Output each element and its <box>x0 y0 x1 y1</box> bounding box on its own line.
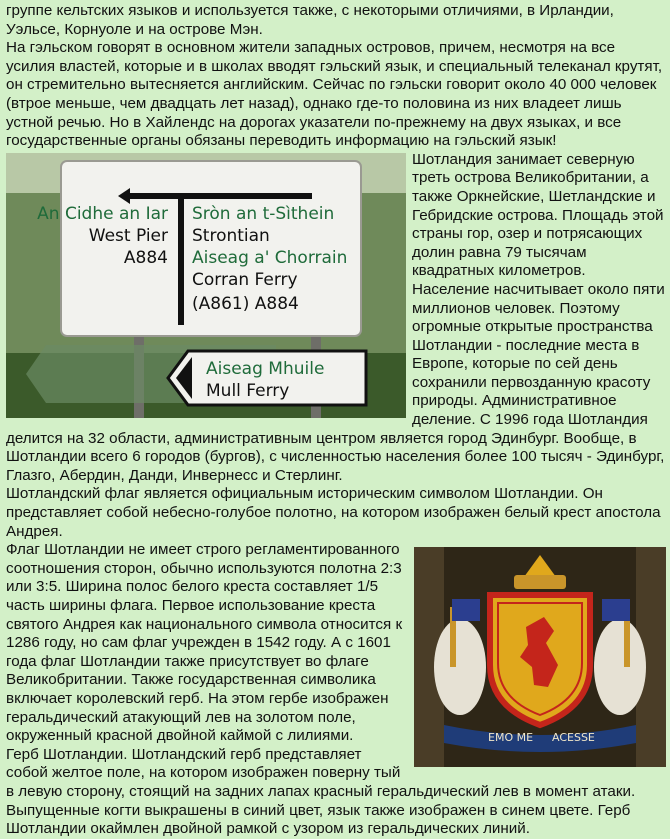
sign-right-line-1: Sròn an t-Sìthein <box>192 203 335 224</box>
paragraph-gaelic: На гэльском говорят в основном жители западных островов, причем, несмотря на все усилия властей, которые и в школах вводят гэльский язык, и специальный телеканал крутят, он стремительно вытесняется английским. Сейчас по гэльски говорит около 40 000 человек (втрое меньше, чем двадцать лет назад), однако где-то половина из них владеет лишь устной речью. Но в Хайлендс на дорогах указатели по-прежнему на двух языках, и все государственные органы обязаны переводить информацию на гэльский язык! <box>6 39 663 150</box>
sign-left-line-1: An Cidhe an Iar <box>37 203 168 224</box>
coat-of-arms-drawing <box>414 547 666 767</box>
road-sign-drawing <box>6 153 406 418</box>
motto-right: ACESSE <box>552 731 595 745</box>
paragraph-intro: группе кельтских языков и используется также, с некоторыми отличиями, в Ирландии, Уэльсе, Корнуоле и на острове Мэн. <box>6 2 614 38</box>
paragraph-coat-of-arms: Герб Шотландии. Шотландский герб представляет собой желтое поле, на котором изображен поверну тый в левую сторону, стоящий на задних лапах красный геральдический лев в момент атаки. Выпущенные когти выкрашены в синий цвет, язык также изображен в синем цвете. Герб Шотландии окаймлен двойной рамкой с узором из геральдических линий. <box>6 745 636 838</box>
article <box>6 2 666 839</box>
sign-right-line-4: Corran Ferry <box>192 269 298 290</box>
motto-left: EMO ME <box>488 731 534 745</box>
sign-right-line-5: (A861) A884 <box>192 293 299 314</box>
sign-right-line-2: Strontian <box>192 225 270 246</box>
sign-left-line-2: West Pier <box>88 225 168 246</box>
arrow-sign-line-2: Mull Ferry <box>206 380 290 401</box>
paragraph-flag: Шотландский флаг является официальным историческим символом Шотландии. Он представляет собой небесно-голубое полотно, на котором изображен белый крест апостола Андрея. <box>6 485 661 540</box>
road-sign-photo <box>6 153 406 418</box>
arrow-sign-line-1: Aiseag Mhuile <box>206 358 325 379</box>
paragraph-geography: Шотландия занимает северную треть острова Великобритании, а также Оркнейские, Шетландские и Гебридские острова. Площадь этой страны гор, озер и потрясающих долин равна 79 тысячам квадратных километров. Население насчитывает около пяти миллионов человек. Поэтому огромные открытые пространства Шотландии - последние места в Европе, которые по сей день сохранили первозданную красоту природы. Административное деление. С 1996 года Шотландия делится на 32 области, административным центром является город Эдинбург. Вообще, в Шотландии всего 6 городов (бургов), с численностью населения более 100 тысяч - Эдинбург, Глазго, Абердин, Данди, Инвернесс и Стерлинг. <box>6 150 665 484</box>
sign-right-line-3: Aiseag a' Chorrain <box>192 247 348 268</box>
sign-left-line-3: A884 <box>123 247 168 268</box>
coat-of-arms-photo <box>414 547 666 767</box>
paragraph-flag-details: Флаг Шотландии не имеет строго регламентированного соотношения сторон, обычно используются полотна 2:3 или 3:5. Ширина полос белого креста составляет 1/5 часть ширины флага. Первое использование креста святого Андрея как национального символа относится к 1286 году, но сам флаг учрежден в 1542 году. А с 1601 года флаг Шотландии также присутствует во флаге Великобритании. Также государственная символика включает королевский герб. На этом гербе изображен геральдический атакующий лев на золотом поле, окруженный красной двойной каймой с лилиями. <box>6 541 403 745</box>
